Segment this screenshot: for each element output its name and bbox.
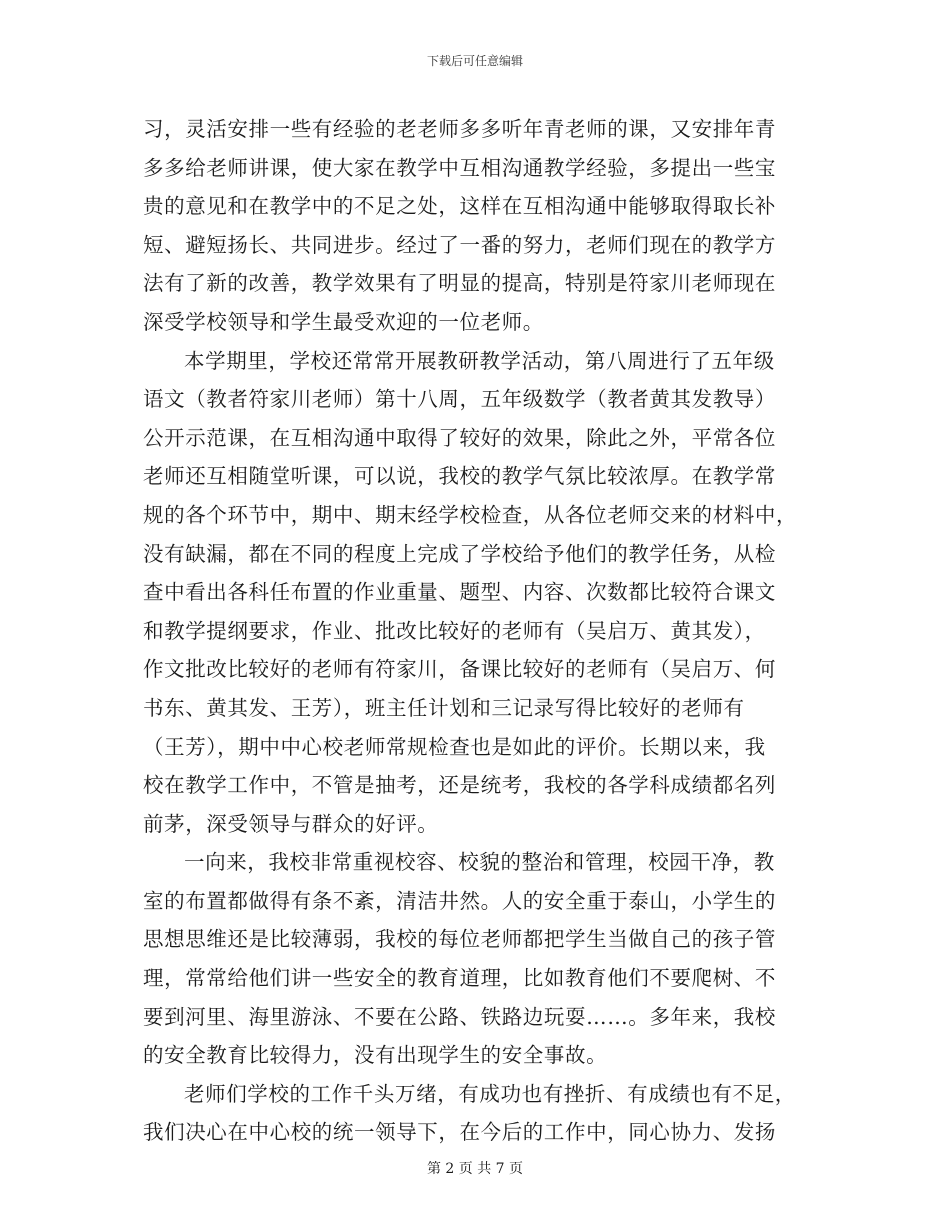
- page-header-note: 下载后可任意编辑: [426, 54, 523, 68]
- text-line: 书东、黄其发、王芳），班主任计划和三记录写得比较好的老师有: [143, 695, 745, 720]
- paragraph-first-line: 老师们学校的工作千头万绪，有成功也有挫折、有成绩也有不足，: [184, 1081, 796, 1106]
- text-line: 老师还互相随堂听课，可以说，我校的教学气氛比较浓厚。在教学常: [143, 464, 776, 489]
- text-line: 没有缺漏，都在不同的程度上完成了学校给予他们的教学任务，从检: [143, 541, 776, 566]
- text-line: 多多给老师讲课，使大家在教学中互相沟通教学经验，多提出一些宝: [143, 155, 776, 180]
- text-line: 规的各个环节中，期中、期末经学校检查，从各位老师交来的材料中，: [143, 502, 798, 527]
- text-line: 的安全教育比较得力，没有出现学生的安全事故。: [143, 1043, 608, 1068]
- paragraph-first-line: 一向来，我校非常重视校容、校貌的整治和管理，校园干净，教: [184, 850, 775, 875]
- text-line: 理，常常给他们讲一些安全的教育道理，比如教育他们不要爬树、不: [143, 966, 776, 991]
- text-line: 思想思维还是比较薄弱，我校的每位老师都把学生当做自己的孩子管: [143, 927, 776, 952]
- text-line: 作文批改比较好的老师有符家川，备课比较好的老师有（吴启万、何: [143, 657, 776, 682]
- text-line: 习，灵活安排一些有经验的老老师多多听年青老师的课，又安排年青: [143, 117, 776, 141]
- paragraph-first-line: 本学期里，学校还常常开展教研教学活动，第八周进行了五年级: [184, 348, 775, 373]
- page-number: 第 2 页 共 7 页: [426, 1161, 524, 1177]
- text-line: 我们决心在中心校的统一领导下，在今后的工作中，同心协力、发扬: [143, 1120, 776, 1145]
- document-body: [143, 110, 807, 1152]
- text-line: 贵的意见和在教学中的不足之处，这样在互相沟通中能够取得取长补: [143, 194, 776, 219]
- text-line: 和教学提纲要求，作业、批改比较好的老师有（吴启万、黄其发），: [143, 618, 766, 643]
- text-line: 前茅，深受领导与群众的好评。: [143, 811, 439, 836]
- text-line: 校在教学工作中，不管是抽考，还是统考，我校的各学科成绩都名列: [143, 773, 776, 798]
- text-line: 查中看出各科任布置的作业重量、题型、内容、次数都比较符合课文: [143, 580, 776, 605]
- text-line: 室的布置都做得有条不紊，清洁井然。人的安全重于泰山，小学生的: [143, 888, 776, 913]
- text-line: 要到河里、海里游泳、不要在公路、铁路边玩耍……。多年来，我校: [143, 1004, 776, 1029]
- text-line: 短、避短扬长、共同进步。经过了一番的努力，老师们现在的教学方: [143, 232, 776, 257]
- text-line: 语文（教者符家川老师）第十八周，五年级数学（教者黄其发教导）: [143, 387, 776, 412]
- text-line: 公开示范课，在互相沟通中取得了较好的效果，除此之外，平常各位: [143, 425, 776, 450]
- text-line: 法有了新的改善，教学效果有了明显的提高，特别是符家川老师现在: [143, 271, 776, 296]
- text-line: （王芳），期中中心校老师常规检查也是如此的评价。长期以来，我: [143, 734, 766, 759]
- text-line: 深受学校领导和学生最受欢迎的一位老师。: [143, 309, 544, 334]
